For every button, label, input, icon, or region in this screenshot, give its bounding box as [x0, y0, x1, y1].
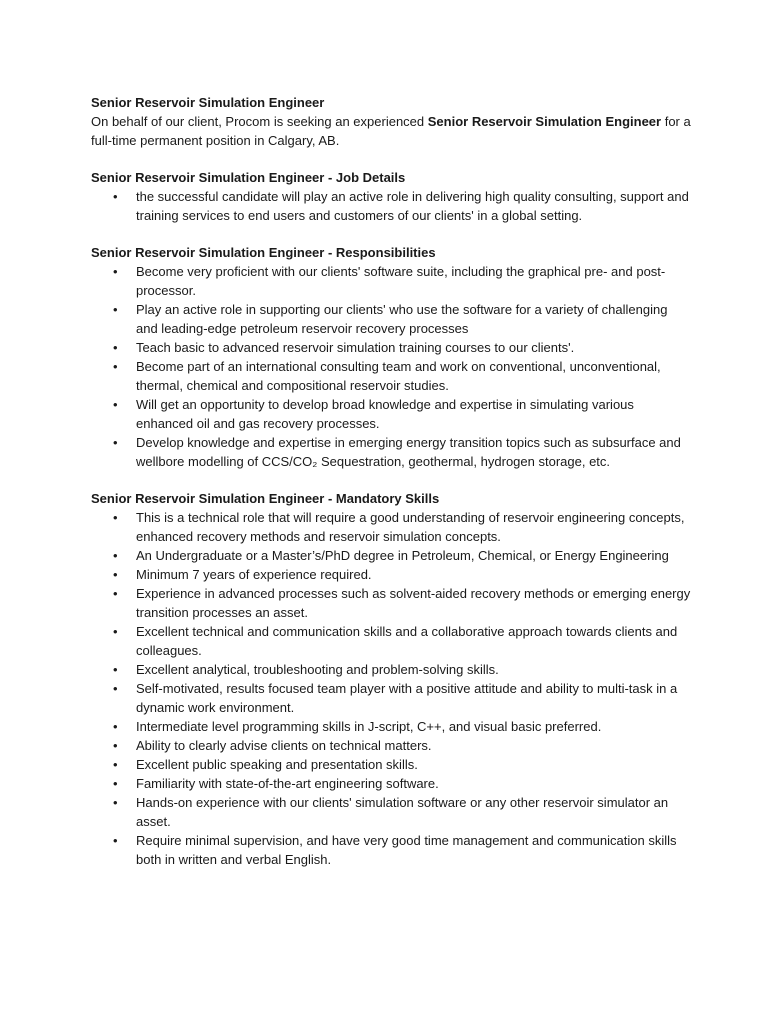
section-heading: Senior Reservoir Simulation Engineer - Mandatory Skills	[91, 491, 440, 506]
list-item: • Minimum 7 years of experience required.	[91, 565, 691, 584]
section-heading: Senior Reservoir Simulation Engineer - Responsibilities	[91, 245, 436, 260]
bullet-list	[91, 187, 691, 225]
section-job-details	[91, 168, 691, 225]
list-item: • Teach basic to advanced reservoir simulation training courses to our clients'.	[91, 338, 691, 357]
intro-job-title: Senior Reservoir Simulation Engineer	[427, 114, 662, 129]
list-item: • the successful candidate will play an active role in delivering high quality consulting, support and training services to end users and customers of our clients' in a global setting.	[91, 187, 691, 225]
list-item: • Require minimal supervision, and have very good time management and communication skills both in written and verbal English.	[91, 831, 691, 869]
list-item: • Intermediate level programming skills in J-script, C++, and visual basic preferred.	[91, 717, 691, 736]
document-title: Senior Reservoir Simulation Engineer	[91, 95, 325, 110]
list-item: • Excellent analytical, troubleshooting and problem-solving skills.	[91, 660, 691, 679]
list-item: • Self-motivated, results focused team player with a positive attitude and ability to multi-task in a dynamic work environment.	[91, 679, 691, 717]
list-item: • An Undergraduate or a Master’s/PhD degree in Petroleum, Chemical, or Energy Engineering	[91, 546, 691, 565]
list-item: • Develop knowledge and expertise in emerging energy transition topics such as subsurface and wellbore modelling of CCS/CO₂ Sequestration, geothermal, hydrogen storage, etc.	[91, 433, 691, 471]
section-heading: Senior Reservoir Simulation Engineer - Job Details	[91, 170, 406, 185]
bullet-list	[91, 262, 691, 471]
list-item: • Experience in advanced processes such as solvent-aided recovery methods or emerging energy transition processes an asset.	[91, 584, 691, 622]
list-item: • Will get an opportunity to develop broad knowledge and expertise in simulating various enhanced oil and gas recovery processes.	[91, 395, 691, 433]
list-item: • Familiarity with state-of-the-art engineering software.	[91, 774, 691, 793]
intro-text-before: On behalf of our client, Procom is seeking an experienced	[91, 114, 428, 129]
section-mandatory-skills	[91, 489, 691, 869]
section-responsibilities	[91, 243, 691, 471]
intro-paragraph	[91, 112, 691, 150]
bullet-list	[91, 508, 691, 869]
list-item: • Excellent public speaking and presentation skills.	[91, 755, 691, 774]
list-item: • Play an active role in supporting our clients' who use the software for a variety of challenging and leading-edge petroleum reservoir recovery processes	[91, 300, 691, 338]
job-posting-document	[91, 93, 691, 869]
list-item: • Hands-on experience with our clients' simulation software or any other reservoir simulator an asset.	[91, 793, 691, 831]
list-item: • Ability to clearly advise clients on technical matters.	[91, 736, 691, 755]
list-item: • Become part of an international consulting team and work on conventional, unconventional, thermal, chemical and compositional reservoir studies.	[91, 357, 691, 395]
intro-text-after: for a full-time permanent position in Calgary, AB.	[91, 114, 691, 148]
list-item: • Become very proficient with our clients' software suite, including the graphical pre- and post-processor.	[91, 262, 691, 300]
list-item: • Excellent technical and communication skills and a collaborative approach towards clients and colleagues.	[91, 622, 691, 660]
list-item: • This is a technical role that will require a good understanding of reservoir engineering concepts, enhanced recovery methods and reservoir simulation concepts.	[91, 508, 691, 546]
